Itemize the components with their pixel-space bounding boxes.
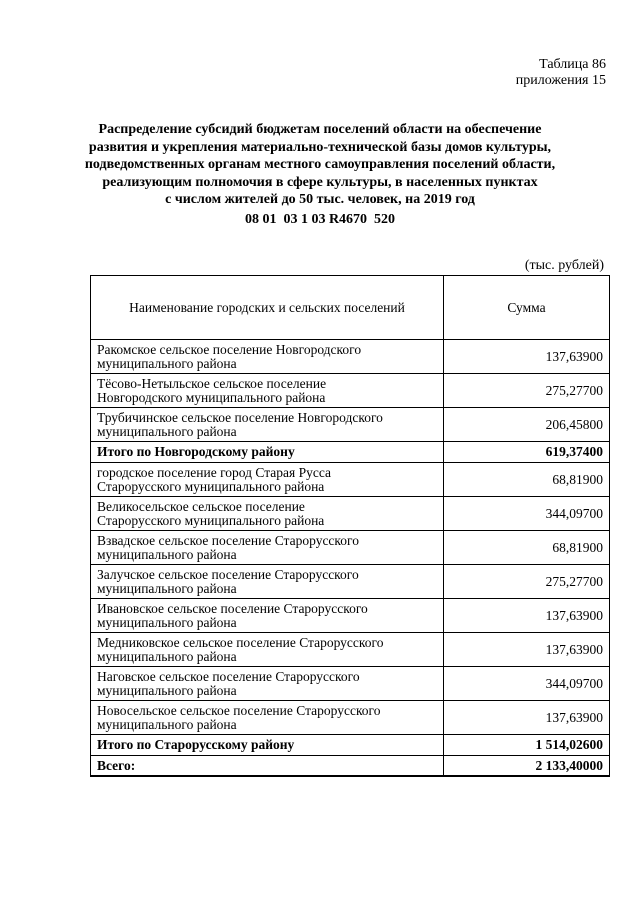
settlement-name [91, 633, 444, 667]
appendix-label: приложения 15 [515, 73, 606, 88]
column-header-name: Наименование городских и сельских поселений [91, 276, 444, 340]
name-line: Наговское сельское поселение Старорусского [97, 668, 360, 684]
settlement-name [91, 531, 444, 565]
sum-value: 275,27700 [444, 374, 610, 408]
name-line: муниципального района [97, 423, 237, 439]
settlement-name [91, 374, 444, 408]
name-line: муниципального района [97, 614, 237, 630]
table-row [91, 667, 610, 701]
subtotal-row [91, 442, 610, 463]
name-line: Великосельское сельское поселение [97, 498, 305, 514]
name-line: Старорусского муниципального района [97, 478, 325, 494]
units-label: (тыс. рублей) [524, 258, 604, 273]
grand-total-row [91, 756, 610, 777]
name-line: Тёсово-Нетыльское сельское поселение [97, 375, 327, 391]
settlement-name [91, 340, 444, 374]
settlement-name [91, 667, 444, 701]
document-title [60, 121, 580, 209]
name-line: Медниковское сельское поселение Старорусского [97, 634, 384, 650]
sum-value: 206,45800 [444, 408, 610, 442]
table-row [91, 463, 610, 497]
title-line-2: развития и укрепления материально-технической базы домов культуры, [88, 139, 552, 155]
name-line: Ракомское сельское поселение Новгородского [97, 341, 362, 357]
title-line-1: Распределение субсидий бюджетам поселений области на обеспечение [98, 122, 542, 137]
title-line-4: реализующим полномочия в сфере культуры, в населенных пунктах [102, 174, 538, 190]
name-line: Старорусского муниципального района [97, 512, 325, 528]
name-line: муниципального района [97, 355, 237, 371]
sum-value: 68,81900 [444, 531, 610, 565]
name-line: Новгородского муниципального района [97, 389, 326, 405]
name-line: Ивановское сельское поселение Старорусского [97, 600, 368, 616]
settlement-name [91, 565, 444, 599]
table-row [91, 531, 610, 565]
sum-value: 275,27700 [444, 565, 610, 599]
table-row [91, 633, 610, 667]
name-line: муниципального района [97, 580, 237, 596]
table-row [91, 374, 610, 408]
column-header-sum: Сумма [444, 276, 610, 340]
settlement-name [91, 408, 444, 442]
table-label: Таблица 86 [539, 57, 606, 72]
table-row [91, 497, 610, 531]
subtotal-label: Итого по Старорусскому району [91, 735, 444, 756]
sum-value: 137,63900 [444, 701, 610, 735]
sum-value: 137,63900 [444, 340, 610, 374]
table-row [91, 599, 610, 633]
name-line: Взвадское сельское поселение Старорусского [97, 532, 359, 548]
budget-code: 08 01 03 1 03 R4670 520 [244, 212, 396, 227]
table-header-row [91, 276, 610, 340]
sum-value: 344,09700 [444, 667, 610, 701]
settlement-name [91, 463, 444, 497]
title-line-5: с числом жителей до 50 тыс. человек, на 2019 год [165, 192, 475, 207]
title-line-3: подведомственных органам местного самоуправления поселений области, [84, 157, 556, 172]
grand-total-label: Всего: [91, 756, 444, 777]
table-row [91, 340, 610, 374]
subtotal-row [91, 735, 610, 756]
sum-value: 344,09700 [444, 497, 610, 531]
name-line: муниципального района [97, 546, 237, 562]
name-line: Новосельское сельское поселение Старорусского [97, 702, 381, 718]
settlement-name [91, 701, 444, 735]
name-line: муниципального района [97, 682, 237, 698]
table-row [91, 565, 610, 599]
sum-value: 137,63900 [444, 633, 610, 667]
sum-value: 137,63900 [444, 599, 610, 633]
sum-value: 68,81900 [444, 463, 610, 497]
name-line: Трубичинское сельское поселение Новгородского [97, 409, 383, 425]
table-row [91, 701, 610, 735]
subtotal-value: 1 514,02600 [444, 735, 610, 756]
name-line: муниципального района [97, 648, 237, 664]
name-line: муниципального района [97, 716, 237, 732]
name-line: городское поселение город Старая Русса [97, 464, 331, 480]
settlement-name [91, 497, 444, 531]
subtotal-value: 619,37400 [444, 442, 610, 463]
grand-total-value: 2 133,40000 [444, 756, 610, 777]
subtotal-label: Итого по Новгородскому району [91, 442, 444, 463]
subsidy-table [90, 275, 610, 777]
table-reference [516, 57, 606, 89]
name-line: Залучское сельское поселение Старорусского [97, 566, 359, 582]
table-row [91, 408, 610, 442]
settlement-name [91, 599, 444, 633]
